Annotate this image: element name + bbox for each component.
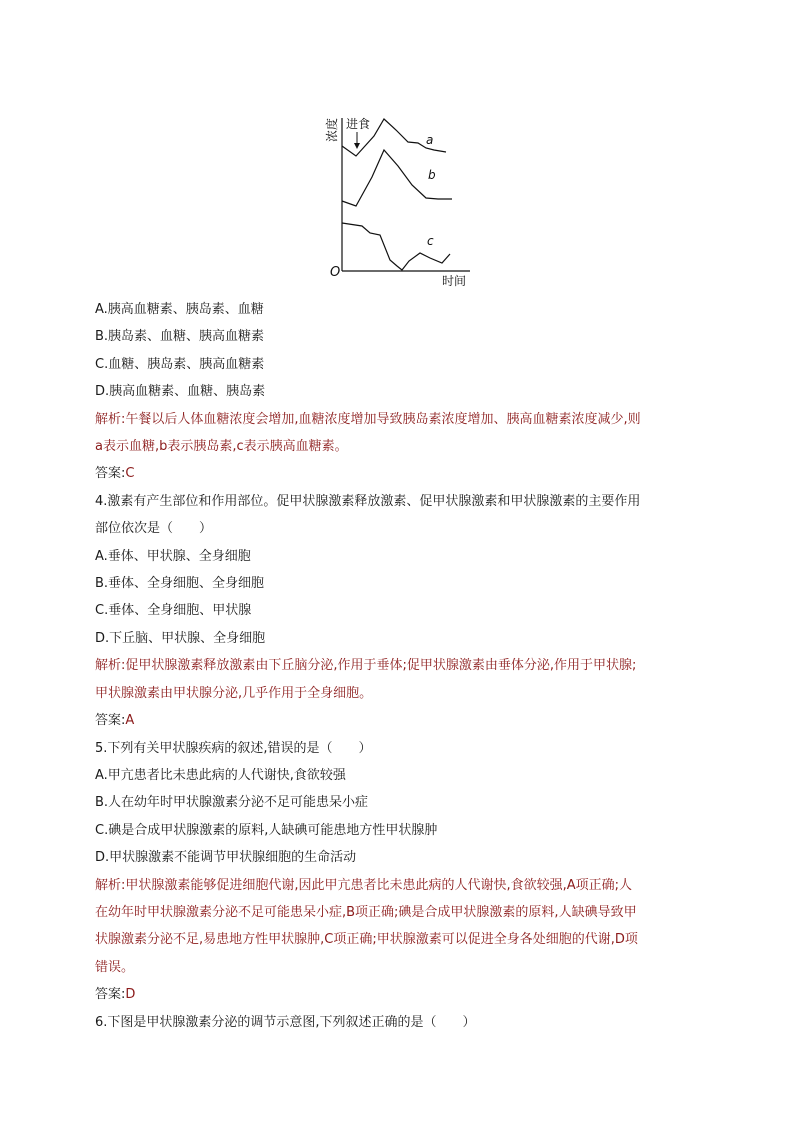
- q3-option-c: C.血糖、胰岛素、胰高血糖素: [95, 356, 265, 372]
- answer-value: D: [125, 987, 136, 1003]
- figure-svg: [322, 108, 472, 293]
- q4-analysis-line-1: 解析:促甲状腺激素释放激素由下丘脑分泌,作用于垂体;促甲状腺激素由垂体分泌,作用于甲状腺;: [95, 658, 637, 674]
- q4-option-c: C.垂体、全身细胞、甲状腺: [95, 603, 252, 619]
- q3-option-b: B.胰岛素、血糖、胰高血糖素: [95, 329, 265, 345]
- concentration-time-figure: [322, 108, 472, 293]
- page-content: [95, 296, 705, 1036]
- q4-analysis-line-2: 甲状腺激素由甲状腺分泌,几乎作用于全身细胞。: [95, 685, 373, 701]
- curve-b-label: b: [428, 168, 436, 182]
- answer-label: 答案:: [95, 466, 126, 482]
- answer-value: A: [125, 713, 135, 729]
- q3-option-d: D.胰高血糖素、血糖、胰岛素: [95, 384, 266, 400]
- q4-stem-line-1: 4.激素有产生部位和作用部位。促甲状腺激素释放激素、促甲状腺激素和甲状腺激素的主要作用: [95, 493, 641, 509]
- answer-label: 答案:: [95, 987, 126, 1003]
- q5-analysis-line-3: 状腺激素分泌不足,易患地方性甲状腺肿,C项正确;甲状腺激素可以促进全身各处细胞的代谢,D项: [95, 932, 638, 948]
- q3-analysis-line-2: a表示血糖,b表示胰岛素,c表示胰高血糖素。: [95, 439, 348, 455]
- q5-answer: [95, 981, 705, 1008]
- curve-a-label: a: [426, 133, 434, 147]
- q3-option-a: A.胰高血糖素、胰岛素、血糖: [95, 302, 264, 317]
- q5-analysis-line-4: 错误。: [95, 959, 135, 975]
- event-label: 进食: [346, 117, 371, 131]
- curve-c-label: c: [427, 234, 434, 248]
- answer-label: 答案:: [95, 713, 126, 729]
- q5-analysis-line-2: 在幼年时甲状腺激素分泌不足可能患呆小症,B项正确;碘是合成甲状腺激素的原料,人缺碘导致甲: [95, 904, 637, 920]
- q4-option-a: A.垂体、甲状腺、全身细胞: [95, 548, 251, 564]
- q4-option-d: D.下丘脑、甲状腺、全身细胞: [95, 630, 266, 646]
- q5-option-c: C.碘是合成甲状腺激素的原料,人缺碘可能患地方性甲状腺肿: [95, 822, 438, 838]
- event-arrow-head: [354, 143, 360, 149]
- q3-analysis-line-1: 解析:午餐以后人体血糖浓度会增加,血糖浓度增加导致胰岛素浓度增加、胰高血糖素浓度减少,则: [95, 411, 641, 427]
- x-axis-label: 时间: [442, 274, 467, 288]
- q5-option-d: D.甲状腺激素不能调节甲状腺细胞的生命活动: [95, 850, 357, 866]
- q5-option-b: B.人在幼年时甲状腺激素分泌不足可能患呆小症: [95, 795, 369, 811]
- q4-stem-line-2: 部位依次是（ ）: [95, 521, 213, 537]
- curve-c: [342, 223, 450, 270]
- q5-analysis-line-1: 解析:甲状腺激素能够促进细胞代谢,因此甲亢患者比未患此病的人代谢快,食欲较强,A项正确;人: [95, 877, 633, 893]
- q5-stem: 5.下列有关甲状腺疾病的叙述,错误的是（ ）: [95, 740, 372, 756]
- q3-answer: [95, 460, 705, 487]
- q5-option-a: A.甲亢患者比未患此病的人代谢快,食欲较强: [95, 767, 346, 783]
- q4-option-b: B.垂体、全身细胞、全身细胞: [95, 576, 265, 592]
- y-axis-label: 浓度: [325, 117, 339, 142]
- q6-stem: 6.下图是甲状腺激素分泌的调节示意图,下列叙述正确的是（ ）: [95, 1014, 476, 1030]
- origin-label: O: [330, 265, 341, 280]
- q4-answer: [95, 707, 705, 734]
- answer-value: C: [125, 466, 135, 482]
